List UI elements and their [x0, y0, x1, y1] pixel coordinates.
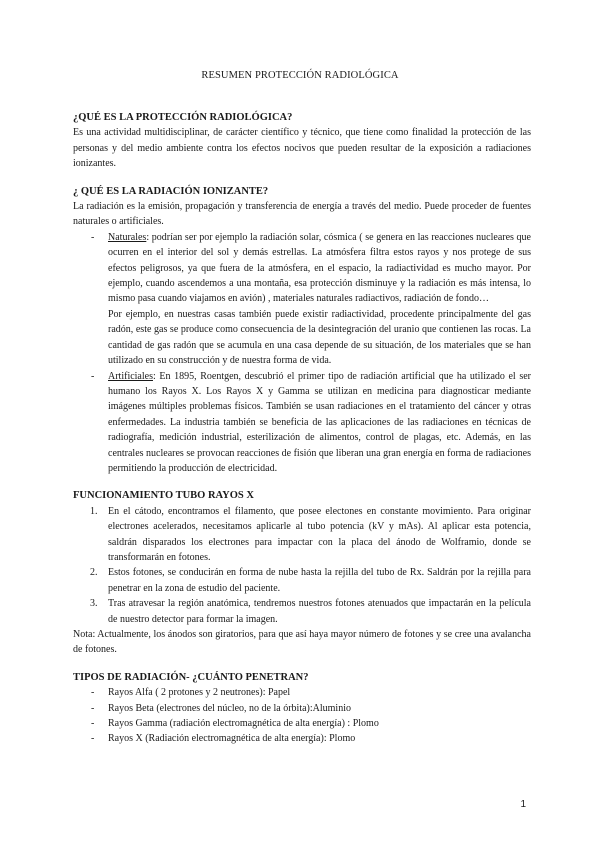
list-item: En el cátodo, encontramos el filamento, que posee electones en constante movimiento. Para originar electrones acelerados, necesitamos aplicarle al tubo potencia (kV y mAs). Al aplicar esta potencia, saldrán disparados los electrones para impactar con la placa del ánodo de Wolframio, donde se transformarán en fotones.: [108, 505, 531, 563]
document-content: [73, 110, 531, 747]
list-item: Tras atravesar la región anatómica, tendremos nuestros fotones atenuados que impactarán en la película de nuestro detector para formar la imagen.: [108, 598, 531, 625]
section-heading: ¿ QUÉ ES LA RADIACIÓN IONIZANTE?: [73, 185, 269, 197]
page-number: 1: [520, 799, 526, 810]
naturales-text: : podrían ser por ejemplo la radiación solar, cósmica ( se genera en las reacciones nucleares que ocurren en el interior del sol y demás estrellas. La atmósfera filtra estos rayos y nos protege de sus efectos peligrosos, ya que fuera de la atmósfera, en el espacio, la radiactividad es mucho mayor. Por ejemplo, cuando ascendemos a una montaña, esa protección disminuye y la radiación es más intensa, lo mismo pasa cuando viajamos en avión) , materiales naturales radiactivos, radiación de fondo…: [108, 231, 531, 305]
list-item: - Rayos Gamma (radiación electromagnética de alta energía) : Plomo: [73, 716, 531, 731]
section-radiacion: [73, 184, 531, 477]
section-heading: ¿QUÉ ES LA PROTECCIÓN RADIOLÓGICA?: [73, 112, 293, 123]
section-tubo: [73, 488, 531, 657]
section-tipos: [73, 670, 531, 747]
list-item: - Rayos Alfa ( 2 protones y 2 neutrones): Papel: [73, 685, 531, 700]
list-item: - Rayos X (Radiación electromagnética de alta energía): Plomo: [73, 731, 531, 746]
list-item: Estos fotones, se conducirán en forma de nube hasta la rejilla del tubo de Rx. Saldrán por la rejilla para penetrar en la zona de estudio del paciente.: [108, 567, 531, 594]
section-heading: TIPOS DE RADIACIÓN- ¿CUÁNTO PENETRAN?: [73, 671, 309, 683]
list-item: - Rayos Beta (electrones del núcleo, no de la órbita):Aluminio: [73, 701, 531, 716]
section-heading: FUNCIONAMIENTO TUBO RAYOS X: [73, 490, 254, 502]
term-artificiales: Artificiales: [108, 370, 153, 382]
term-naturales: Naturales: [108, 231, 147, 243]
list-item-naturales: [73, 230, 531, 369]
naturales-extra: Por ejemplo, en nuestras casas también puede existir radiactividad, procedente principalmente del gas radón, este gas se produce como consecuencia de la desintegración del uranio que contienen las rocas. La cantidad de gas radón que se acumula en una casa depende de su situación, de los materiales que se han utilizado en su construcción y de nuestra forma de vida.: [108, 308, 531, 367]
section-proteccion: [73, 110, 531, 172]
radiation-types-list: [73, 685, 531, 747]
paragraph: La radiación es la emisión, propagación y transferencia de energía a través del medio. Puede proceder de fuentes naturales o artificiales.: [73, 201, 531, 228]
list-item-artificiales: [73, 369, 531, 477]
document-title: RESUMEN PROTECCIÓN RADIOLÓGICA: [201, 70, 399, 81]
steps-list: [73, 504, 531, 627]
paragraph: Es una actividad multidisciplinar, de carácter científico y técnico, que tiene como finalidad la protección de las personas y del medio ambiente contra los efectos nocivos que pueden resultar de la exposición a radiaciones ionizantes.: [73, 127, 531, 170]
artificiales-text: : En 1895, Roentgen, descubrió el primer tipo de radiación artificial que ha utilizado el ser humano los Rayos X. Los Rayos X y Gamma se utilizan en medicina para diagnosticar mediante imágenes múltiples problemas físicos. También se usan radiaciones en el tratamiento del cáncer y otras enfermedades. La industria también se beneficia de las aplicaciones de las radiaciones en técnicas de radiografía, medición industrial, esterilización de alimentos, control de plagas, etc. Además, en las centrales nucleares se provocan reacciones de fisión que liberan una gran energía en forma de radiaciones permitiendo la producción de electricidad.: [108, 370, 531, 474]
note: Nota: Actualmente, los ánodos son giratorios, para que así haya mayor número de fotones y se cree una avalancha de fotones.: [73, 629, 531, 656]
radiation-sources-list: [73, 230, 531, 477]
